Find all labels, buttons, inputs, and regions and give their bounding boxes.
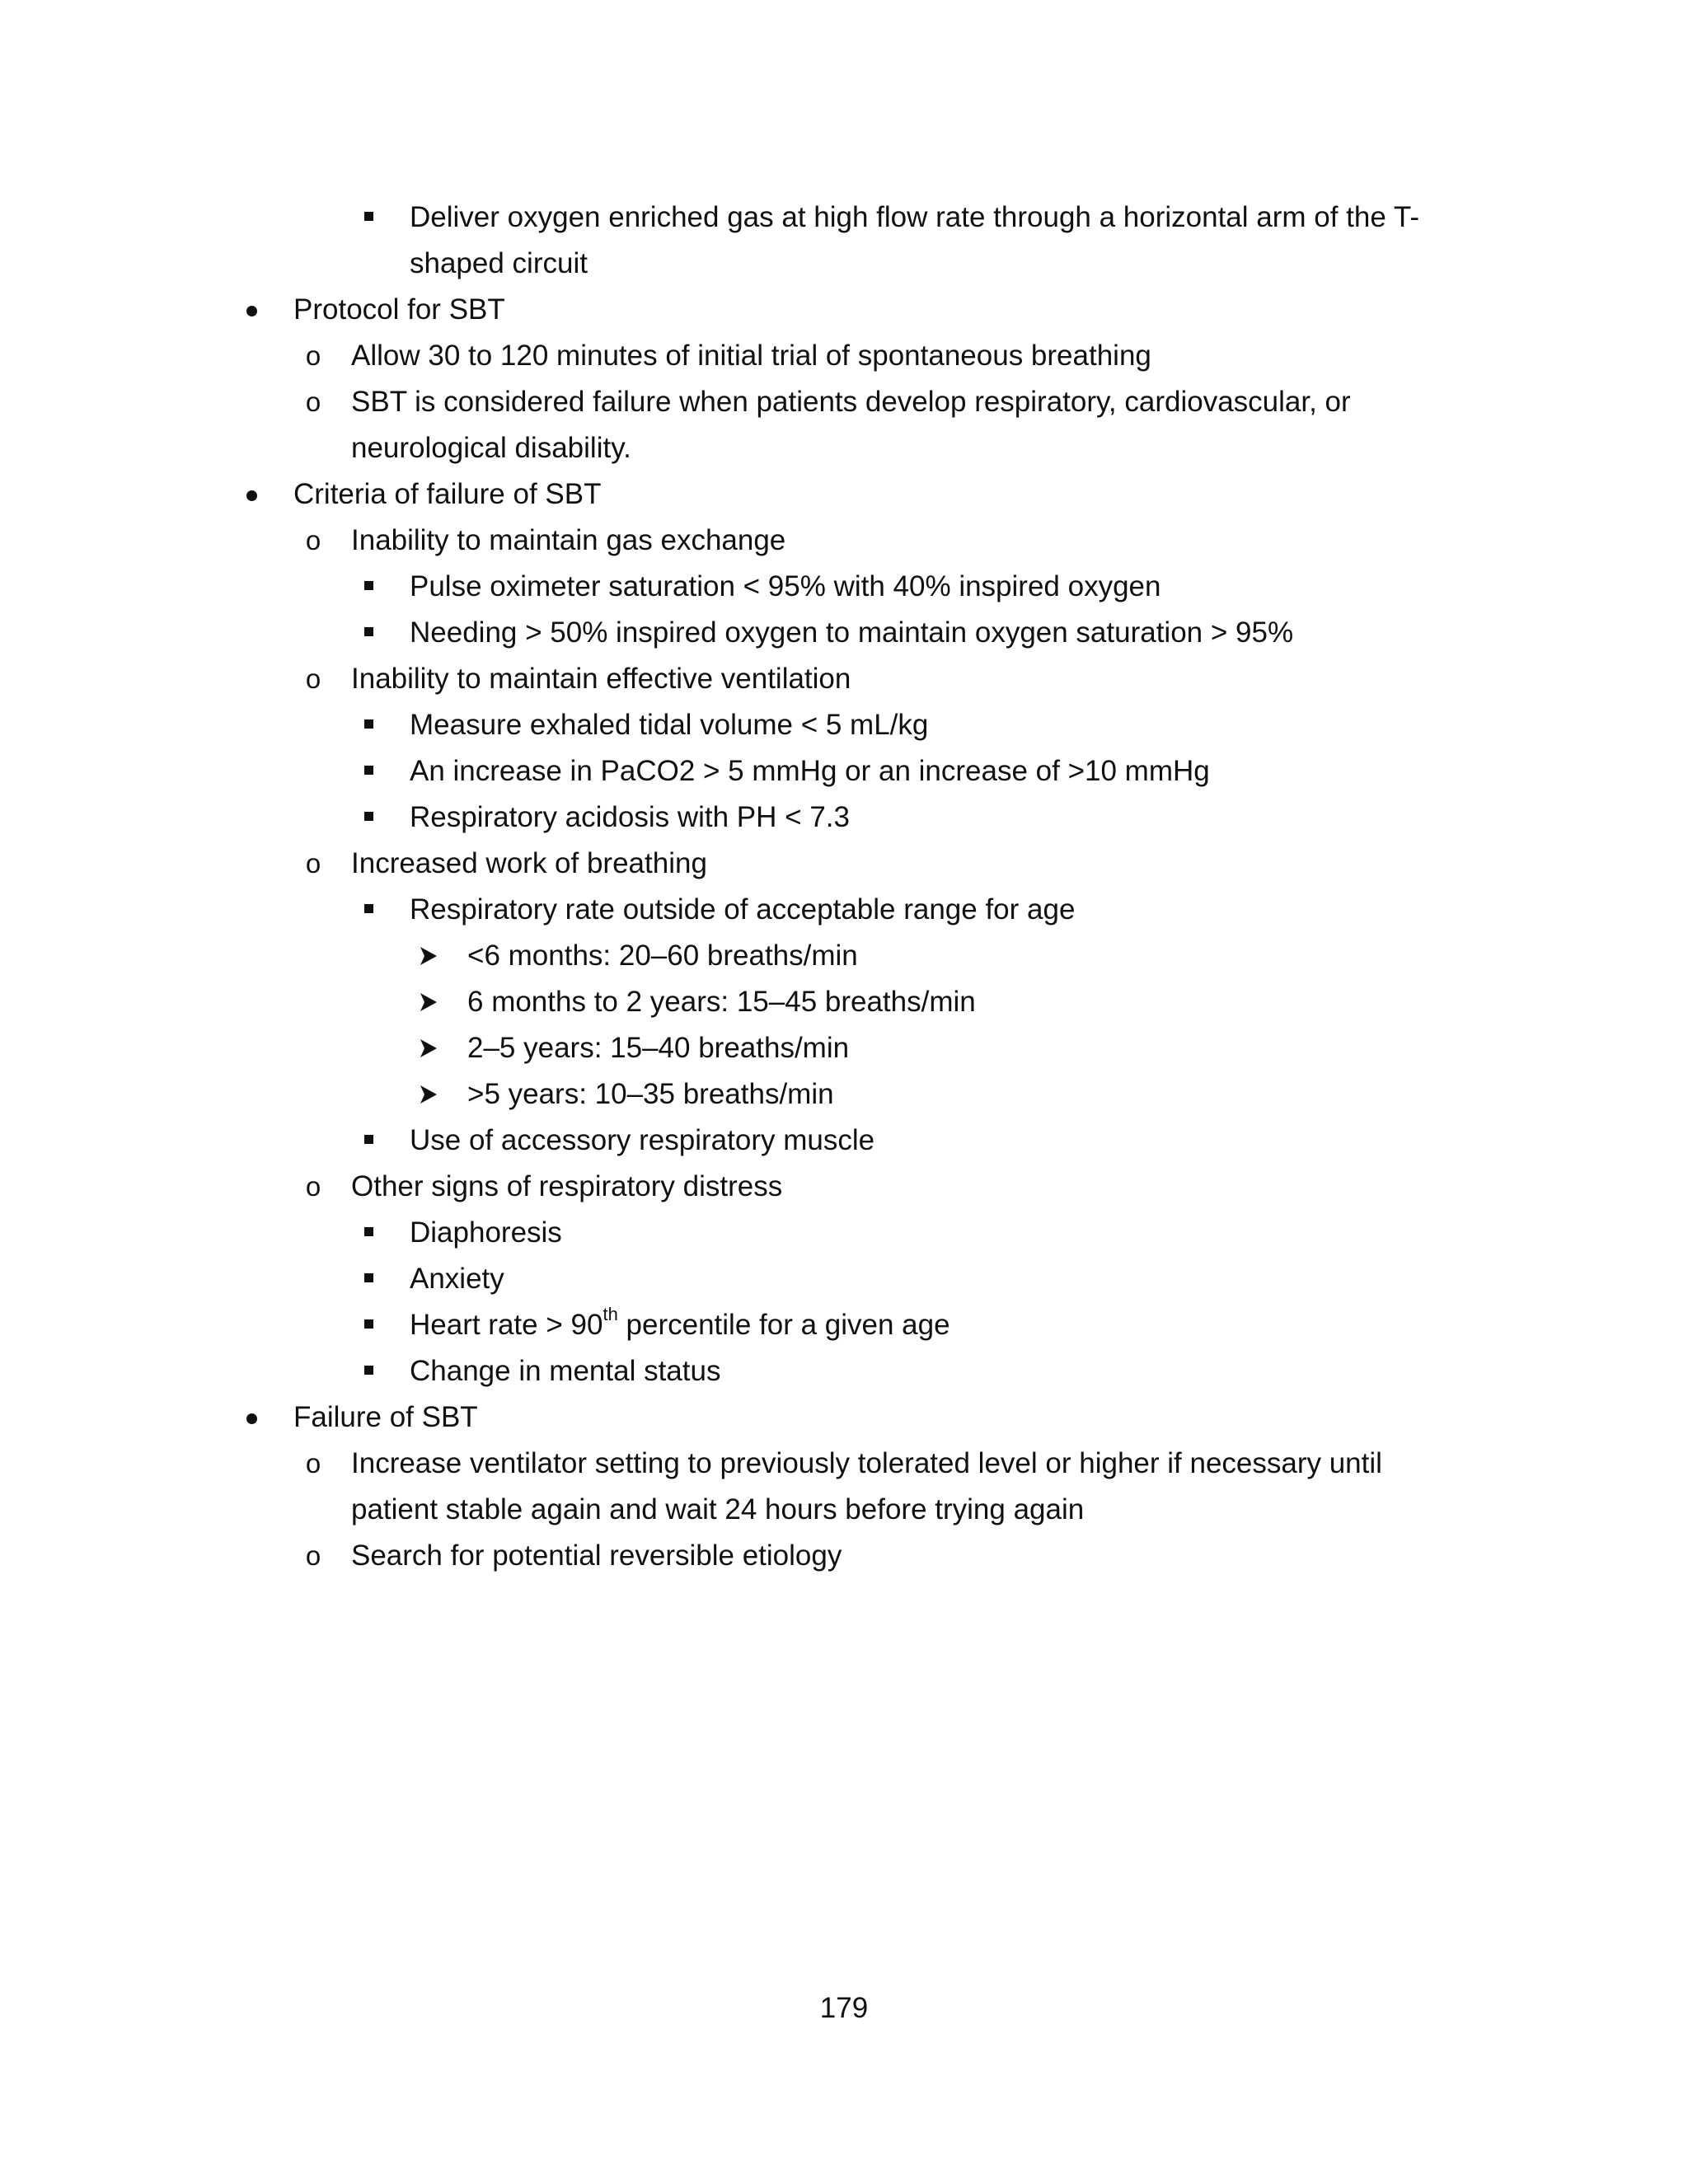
list-item-text: Measure exhaled tidal volume < 5 mL/kg — [410, 709, 929, 741]
list-item — [0, 1071, 1688, 1118]
list-item-text: An increase in PaCO2 > 5 mmHg or an increase of >10 mmHg — [410, 755, 1210, 787]
square-bullet-icon — [356, 1210, 381, 1256]
square-bullet-icon — [356, 610, 381, 656]
list-item-text: patient stable again and wait 24 hours before trying again — [351, 1493, 1085, 1526]
list-item — [0, 702, 1688, 748]
circle-bullet-icon: o — [305, 1540, 321, 1571]
list-item — [0, 194, 1688, 241]
list-item-continuation — [0, 425, 1688, 471]
list-item-text-part: Heart rate > 90 — [410, 1309, 603, 1341]
square-bullet-icon — [356, 1302, 381, 1348]
document-body — [0, 194, 1688, 1579]
list-item-text: <6 months: 20–60 breaths/min — [467, 940, 858, 972]
list-item — [0, 1210, 1688, 1256]
square-bullet-icon — [356, 1256, 381, 1302]
list-item — [0, 1256, 1688, 1302]
circle-bullet-icon: o — [305, 387, 321, 417]
list-item-text: Other signs of respiratory distress — [351, 1170, 783, 1202]
square-bullet-icon — [356, 794, 381, 841]
list-item — [0, 1394, 1688, 1441]
list-item-text: Allow 30 to 120 minutes of initial trial of spontaneous breathing — [351, 340, 1151, 372]
list-item-text: Diaphoresis — [410, 1216, 562, 1249]
square-bullet-icon — [356, 702, 381, 748]
list-item — [0, 287, 1688, 333]
square-bullet-icon — [356, 1118, 381, 1164]
arrowhead-bullet-icon — [416, 1071, 441, 1118]
list-item-text: Failure of SBT — [293, 1401, 478, 1433]
list-item-text: Inability to maintain effective ventilation — [351, 663, 851, 695]
list-item-text: >5 years: 10–35 breaths/min — [467, 1078, 834, 1110]
circle-bullet-icon: o — [305, 340, 321, 371]
page-number: 179 — [819, 1992, 869, 2024]
square-bullet-icon — [356, 194, 381, 241]
list-item — [0, 979, 1688, 1025]
round-bullet-icon — [239, 287, 264, 333]
list-item — [0, 1025, 1688, 1071]
list-item — [0, 610, 1688, 656]
circle-bullet-icon: o — [305, 848, 321, 879]
list-item-text — [410, 1302, 950, 1348]
circle-bullet-icon: o — [305, 663, 321, 694]
list-item-text: Pulse oximeter saturation < 95% with 40% inspired oxygen — [410, 570, 1161, 602]
list-item-text: Respiratory rate outside of acceptable range for age — [410, 893, 1076, 926]
list-item — [0, 471, 1688, 518]
list-item — [0, 1348, 1688, 1394]
list-item-text: Anxiety — [410, 1263, 504, 1295]
list-item-text: 2–5 years: 15–40 breaths/min — [467, 1032, 850, 1064]
round-bullet-icon — [239, 471, 264, 518]
list-item — [0, 656, 1688, 702]
list-item-text: shaped circuit — [410, 247, 588, 279]
list-item — [0, 564, 1688, 610]
list-item-text: Increase ventilator setting to previously tolerated level or higher if necessary until — [351, 1447, 1382, 1479]
list-item — [0, 1441, 1688, 1487]
arrowhead-bullet-icon — [416, 979, 441, 1025]
arrowhead-bullet-icon — [416, 1025, 441, 1071]
list-item — [0, 887, 1688, 933]
square-bullet-icon — [356, 887, 381, 933]
list-item-text: Protocol for SBT — [293, 293, 505, 326]
list-item-text: Criteria of failure of SBT — [293, 478, 602, 510]
list-item-text: Respiratory acidosis with PH < 7.3 — [410, 801, 850, 833]
list-item — [0, 1118, 1688, 1164]
square-bullet-icon — [356, 748, 381, 794]
list-item-continuation — [0, 1487, 1688, 1533]
list-item-text: Increased work of breathing — [351, 847, 707, 879]
list-item — [0, 333, 1688, 379]
list-item-text: 6 months to 2 years: 15–45 breaths/min — [467, 986, 976, 1018]
square-bullet-icon — [356, 1348, 381, 1394]
superscript: th — [603, 1304, 618, 1325]
circle-bullet-icon: o — [305, 525, 321, 555]
circle-bullet-icon: o — [305, 1171, 321, 1202]
list-item — [0, 518, 1688, 564]
list-item-text: SBT is considered failure when patients develop respiratory, cardiovascular, or — [351, 386, 1351, 418]
circle-bullet-icon: o — [305, 1448, 321, 1479]
list-item-text: Inability to maintain gas exchange — [351, 524, 786, 556]
list-item-text: Needing > 50% inspired oxygen to maintain oxygen saturation > 95% — [410, 616, 1294, 649]
square-bullet-icon — [356, 564, 381, 610]
list-item-text: Search for potential reversible etiology — [351, 1540, 842, 1572]
list-item — [0, 748, 1688, 794]
list-item — [0, 933, 1688, 979]
list-item-text: Deliver oxygen enriched gas at high flow rate through a horizontal arm of the T- — [410, 201, 1420, 233]
list-item-text: neurological disability. — [351, 432, 631, 464]
list-item — [0, 379, 1688, 425]
list-item — [0, 794, 1688, 841]
list-item — [0, 1302, 1688, 1348]
list-item — [0, 1533, 1688, 1579]
arrowhead-bullet-icon — [416, 933, 441, 979]
list-item — [0, 841, 1688, 887]
list-item-text-part: percentile for a given age — [617, 1309, 950, 1341]
round-bullet-icon — [239, 1394, 264, 1441]
list-item-continuation — [0, 241, 1688, 287]
list-item — [0, 1164, 1688, 1210]
list-item-text: Change in mental status — [410, 1355, 721, 1387]
list-item-text: Use of accessory respiratory muscle — [410, 1124, 875, 1156]
